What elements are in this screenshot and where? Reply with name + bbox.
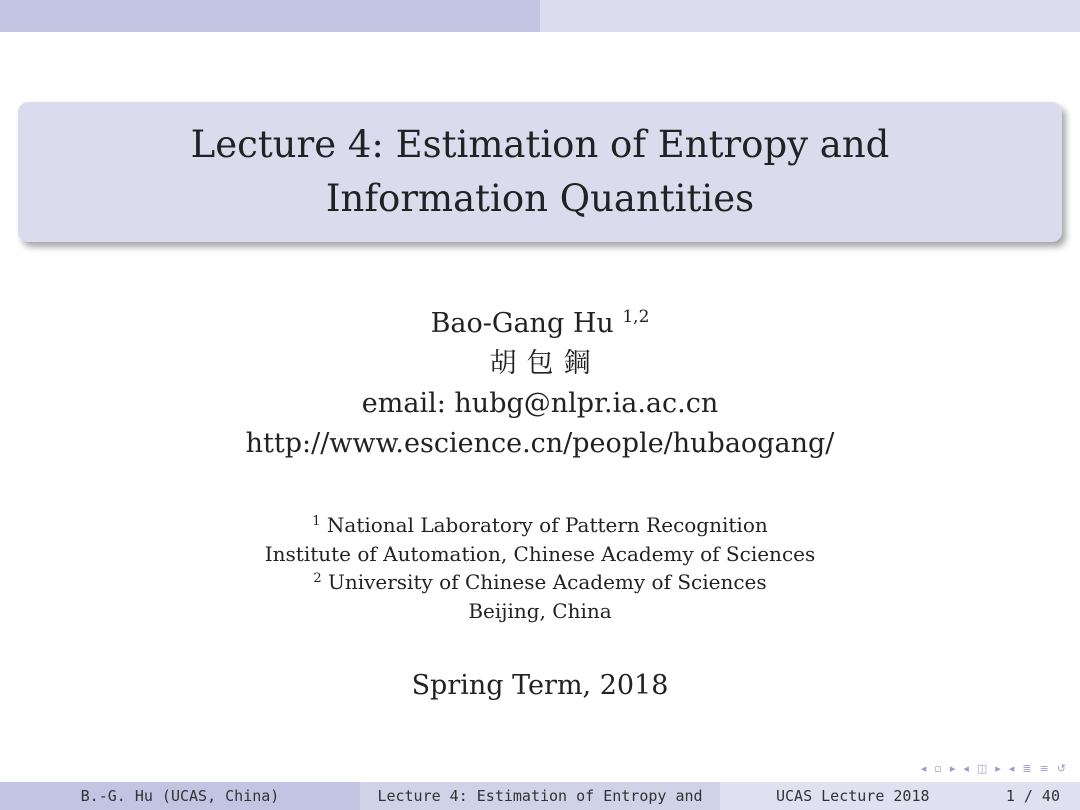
beamer-navigation <box>921 760 1066 778</box>
section-next-icon[interactable]: ≣ <box>1022 762 1032 775</box>
affiliation-1-institute: Institute of Automation, Chinese Academy of Sciences <box>264 541 816 566</box>
title-line-2: Information Quantities <box>325 177 755 220</box>
footer-venue: UCAS Lecture 2018 <box>776 787 930 805</box>
title-line-1: Lecture 4: Estimation of Entropy and <box>190 123 890 166</box>
footer-bar <box>0 782 1080 810</box>
author-name: Bao-Gang Hu <box>430 308 614 339</box>
slide-prev-icon[interactable]: ◂ <box>920 762 927 775</box>
align-icon[interactable]: ≡ <box>1039 762 1049 775</box>
affiliation-1 <box>0 511 1080 540</box>
slide-next-icon[interactable]: ▫ <box>934 762 942 775</box>
affiliation-2-marker: 2 <box>313 571 322 586</box>
subsection-next-icon[interactable]: ▸ <box>995 762 1001 775</box>
footer-short-title: Lecture 4: Estimation of Entropy and <box>360 782 720 810</box>
title-box <box>18 102 1062 242</box>
author-block <box>0 304 1080 464</box>
affiliation-1-text: National Laboratory of Pattern Recognition <box>326 513 768 537</box>
frame-next-icon[interactable]: ◂ <box>963 762 969 775</box>
footer-page-number: 1 / 40 <box>1005 787 1060 805</box>
section-prev-icon[interactable]: ◂ <box>1008 762 1015 775</box>
header-bar-left <box>0 0 540 32</box>
frame-prev-icon[interactable]: ▸ <box>949 762 956 775</box>
author-chinese-name: 胡包鋼 <box>489 348 601 379</box>
affiliation-2 <box>0 568 1080 597</box>
subsection-prev-icon[interactable]: ◫ <box>976 762 988 775</box>
author-affiliation-marker: 1,2 <box>622 307 650 327</box>
footer-author: B.-G. Hu (UCAS, China) <box>0 782 360 810</box>
affiliation-1-marker: 1 <box>312 514 321 529</box>
author-email[interactable]: email: hubg@nlpr.ia.ac.cn <box>361 388 719 419</box>
header-bar-right <box>540 0 1080 32</box>
author-name-line <box>0 304 1080 344</box>
affiliations <box>0 511 1080 625</box>
search-icon[interactable]: ↺ <box>1056 762 1066 775</box>
affiliation-location: Beijing, China <box>468 598 612 623</box>
footer-right <box>720 782 1080 810</box>
header-bar <box>0 0 1080 32</box>
page-title <box>160 118 920 226</box>
affiliation-2-text: University of Chinese Academy of Sciences <box>327 570 767 594</box>
presentation-date: Spring Term, 2018 <box>411 670 669 701</box>
author-url[interactable]: http://www.escience.cn/people/hubaogang/ <box>245 428 835 459</box>
